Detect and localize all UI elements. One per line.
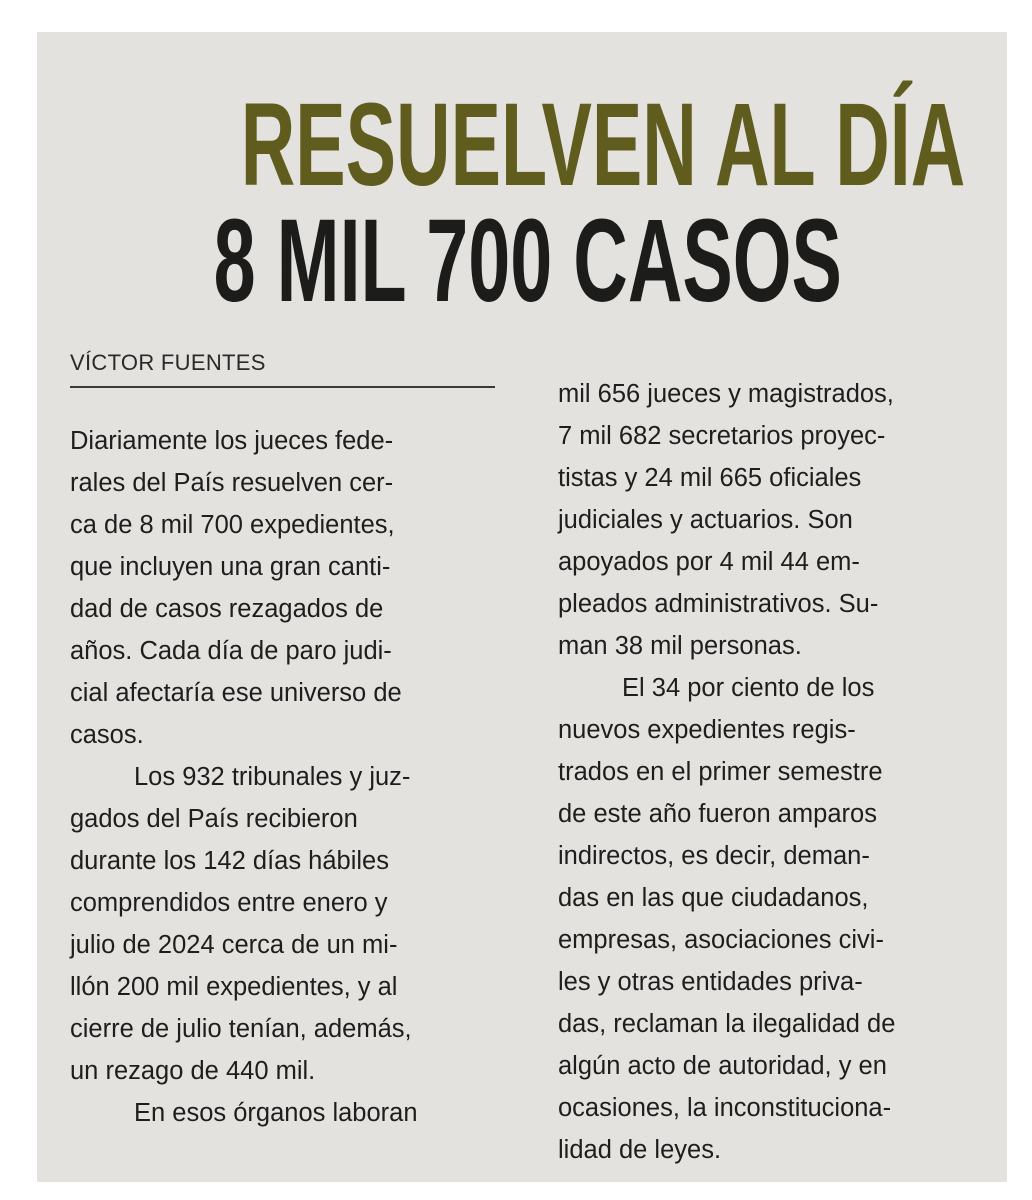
news-clipping xyxy=(37,32,1007,1182)
body-line: apoyados por 4 mil 44 em- xyxy=(558,548,860,576)
body-line: durante los 142 días hábiles xyxy=(70,847,389,875)
body-line: rales del País resuelven cer- xyxy=(70,469,394,497)
byline: VÍCTOR FUENTES xyxy=(70,350,266,375)
body-line: ocasiones, la inconstituciona- xyxy=(558,1094,892,1122)
body-line: cierre de julio tenían, además, xyxy=(70,1015,412,1043)
body-line: gados del País recibieron xyxy=(70,805,358,833)
paragraph-start-line: Los 932 tribunales y juz- xyxy=(134,763,411,791)
body-line: empresas, asociaciones civi- xyxy=(558,926,884,954)
body-line: nuevos expedientes regis- xyxy=(558,716,856,744)
body-line: de este año fueron amparos xyxy=(558,800,877,828)
body-line: ca de 8 mil 700 expedientes, xyxy=(70,511,395,539)
body-line: das, reclaman la ilegalidad de xyxy=(558,1010,896,1038)
body-line: casos. xyxy=(70,721,144,749)
body-line: años. Cada día de paro judi- xyxy=(70,637,392,665)
body-line: Diariamente los jueces fede- xyxy=(70,427,394,455)
headline-line-2 xyxy=(37,195,1007,327)
body-line: man 38 mil personas. xyxy=(558,632,802,660)
body-line: mil 656 jueces y magistrados, xyxy=(558,380,894,408)
body-line: trados en el primer semestre xyxy=(558,758,883,786)
body-line: que incluyen una gran canti- xyxy=(70,553,391,581)
headline-line-1 xyxy=(37,79,1007,211)
article-column-left xyxy=(70,420,418,1134)
body-line: cial afectaría ese universo de xyxy=(70,679,402,707)
body-line: pleados administrativos. Su- xyxy=(558,590,879,618)
body-line: algún acto de autoridad, y en xyxy=(558,1052,887,1080)
body-line: das en las que ciudadanos, xyxy=(558,884,869,912)
body-line: indirectos, es decir, deman- xyxy=(558,842,870,870)
headline-line-2-text: 8 MIL 700 CASOS xyxy=(213,195,842,327)
byline-divider xyxy=(70,386,495,388)
body-line: julio de 2024 cerca de un mi- xyxy=(70,931,398,959)
body-line: les y otras entidades priva- xyxy=(558,968,863,996)
body-line: dad de casos rezagados de xyxy=(70,595,384,623)
body-line: un rezago de 440 mil. xyxy=(70,1057,316,1085)
paragraph-start-line: El 34 por ciento de los xyxy=(622,674,875,702)
body-line: lidad de leyes. xyxy=(558,1136,722,1164)
body-line: tistas y 24 mil 665 oficiales xyxy=(558,464,862,492)
paragraph-start-line: En esos órganos laboran xyxy=(134,1099,418,1127)
body-line: 7 mil 682 secretarios proyec- xyxy=(558,422,886,450)
article-column-right xyxy=(558,373,895,1171)
body-line: comprendidos entre enero y xyxy=(70,889,388,917)
body-line: judiciales y actuarios. Son xyxy=(558,506,853,534)
body-line: llón 200 mil expedientes, y al xyxy=(70,973,398,1001)
headline-line-1-text: RESUELVEN AL DÍA xyxy=(240,79,966,211)
